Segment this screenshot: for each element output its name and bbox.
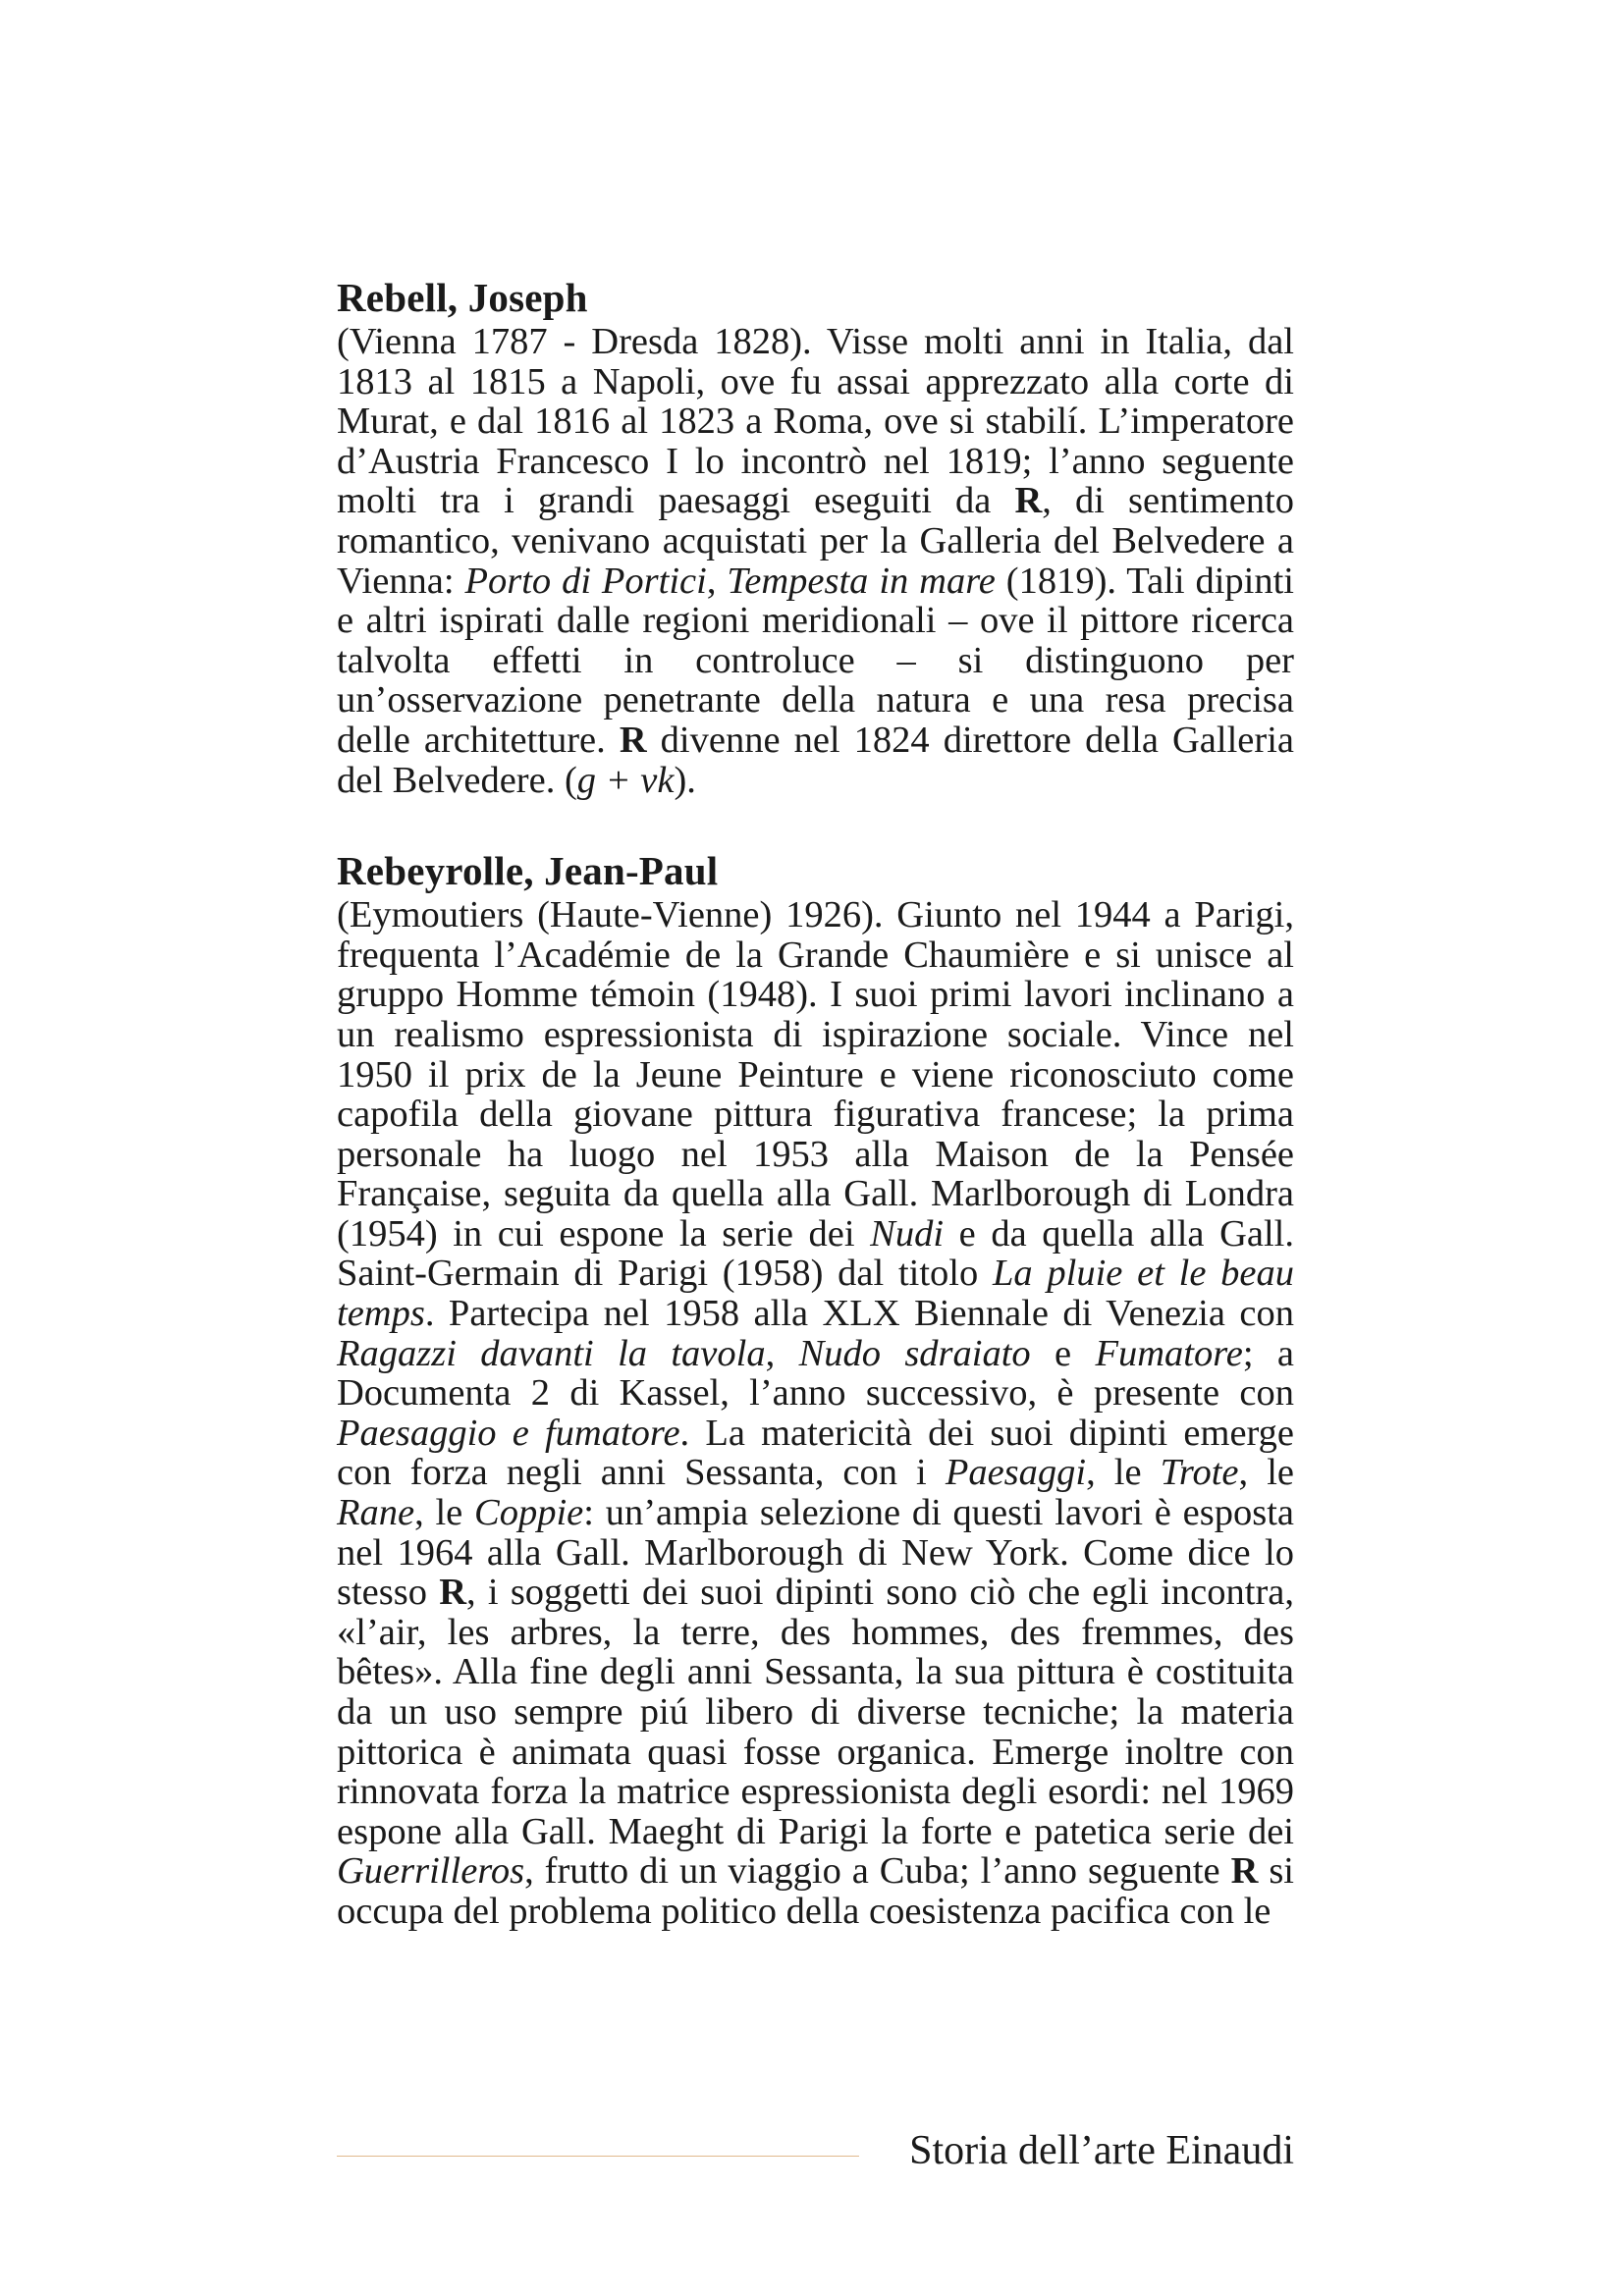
body-text: e da quella alla Gall. Saint-Germain di Parigi (1958) dal titolo	[337, 1212, 1294, 1295]
body-text: , di sentimento romantico, venivano acquistati per la Galleria del Belvedere a Vienna:	[337, 480, 1294, 602]
page-footer	[337, 2126, 1294, 2175]
bold-abbreviation: R	[1230, 1850, 1259, 1893]
bold-abbreviation: R	[619, 719, 647, 761]
italic-title-text: Trote	[1160, 1452, 1239, 1494]
body-text: : un’ampia selezione di questi lavori è esposta nel 1964 alla Gall. Marlborough di New York. Come dice lo stesso	[337, 1492, 1294, 1614]
bold-abbreviation: R	[1014, 480, 1043, 522]
italic-title-text: Tempesta in mare	[727, 560, 996, 602]
footer-rule	[337, 2156, 859, 2157]
body-text: (1819). Tali dipinti e altri ispirati dalle regioni meridionali – ove il pittore ricerca talvolta effetti in controluce – si distinguono per un’osservazione penetrante della natura e una resa precisa delle architetture.	[337, 560, 1295, 761]
body-text: . La matericità dei suoi dipinti emerge con forza negli anni Sessanta, con i	[337, 1412, 1294, 1494]
body-text: (Vienna 1787 - Dresda 1828). Visse molti anni in Italia, dal 1813 al 1815 a Napoli, ove fu assai apprezzato alla corte di Murat, e dal 1816 al 1823 a Roma, ove si stabilí. L’imperatore d’Austria Francesco I lo incontrò nel 1819; l’anno seguente molti tra i grandi paesaggi eseguiti da	[337, 321, 1294, 522]
italic-title-text: Paesaggio e fumatore	[337, 1412, 680, 1454]
entry-rebell	[337, 273, 1294, 800]
italic-title-text: Paesaggi	[945, 1452, 1087, 1494]
body-text: ; a Documenta 2 di Kassel, l’anno successivo, è presente con	[337, 1332, 1294, 1415]
entry-title: Rebell, Joseph	[337, 275, 588, 320]
italic-title-text: Fumatore	[1095, 1332, 1243, 1374]
body-text: , le	[1086, 1452, 1161, 1494]
bold-abbreviation: R	[439, 1572, 467, 1614]
italic-title-text: Coppie	[474, 1492, 584, 1534]
italic-title-text: Guerrilleros	[337, 1850, 525, 1893]
entry-body	[337, 895, 1294, 1931]
body-text: . Partecipa nel 1958 alla XLX Biennale di Venezia con	[424, 1293, 1294, 1335]
body-text: , le	[414, 1492, 475, 1534]
body-text: si occupa del problema politico della coesistenza pacifica con le	[337, 1850, 1294, 1932]
italic-title-text: Nudo sdraiato	[798, 1332, 1031, 1374]
entry-rebeyrolle	[337, 846, 1294, 1931]
body-text: ,	[706, 560, 728, 602]
italic-title-text: g + vk	[576, 759, 675, 801]
page-content	[337, 273, 1294, 1932]
entry-title: Rebeyrolle, Jean-Paul	[337, 848, 719, 894]
italic-title-text: Ragazzi davanti la tavola	[337, 1332, 766, 1374]
body-text: divenne nel 1824 direttore della Galleria del Belvedere. (	[337, 719, 1294, 801]
body-text: , le	[1238, 1452, 1294, 1494]
footer-publisher-text: Storia dell’arte Einaudi	[909, 2128, 1294, 2173]
italic-title-text: Rane	[337, 1492, 415, 1534]
italic-title-text: Porto di Portici	[464, 560, 707, 602]
body-text: , i soggetti dei suoi dipinti sono ciò che egli incontra, «l’air, les arbres, la terre, des hommes, des fremmes, des bêtes». Alla fine degli anni Sessanta, la sua pittura è costituita da un uso sempre piú libero di diverse tecniche; la materia pittorica è animata quasi fosse organica. Emerge inoltre con rinnovata forza la matrice espressionista degli esordi: nel 1969 espone alla Gall. Maeght di Parigi la forte e patetica serie dei	[337, 1572, 1295, 1852]
body-text: e	[1030, 1332, 1096, 1374]
italic-title-text: Nudi	[870, 1212, 945, 1255]
body-text: , frutto di un viaggio a Cuba; l’anno seguente	[524, 1850, 1231, 1893]
entry-body	[337, 322, 1294, 800]
body-text: ,	[765, 1332, 799, 1374]
italic-title-text: La pluie et le beau temps	[337, 1253, 1294, 1335]
body-text: (Eymoutiers (Haute-Vienne) 1926). Giunto nel 1944 a Parigi, frequenta l’Académie de la Grande Chaumière e si unisce al gruppo Homme témoin (1948). I suoi primi lavori inclinano a un realismo espressionista di ispirazione sociale. Vince nel 1950 il prix de la Jeune Peinture e viene riconosciuto come capofila della giovane pittura figurativa francese; la prima personale ha luogo nel 1953 alla Maison de la Pensée Française, seguita da quella alla Gall. Marlborough di Londra (1954) in cui espone la serie dei	[337, 894, 1294, 1255]
body-text: ).	[674, 759, 696, 801]
